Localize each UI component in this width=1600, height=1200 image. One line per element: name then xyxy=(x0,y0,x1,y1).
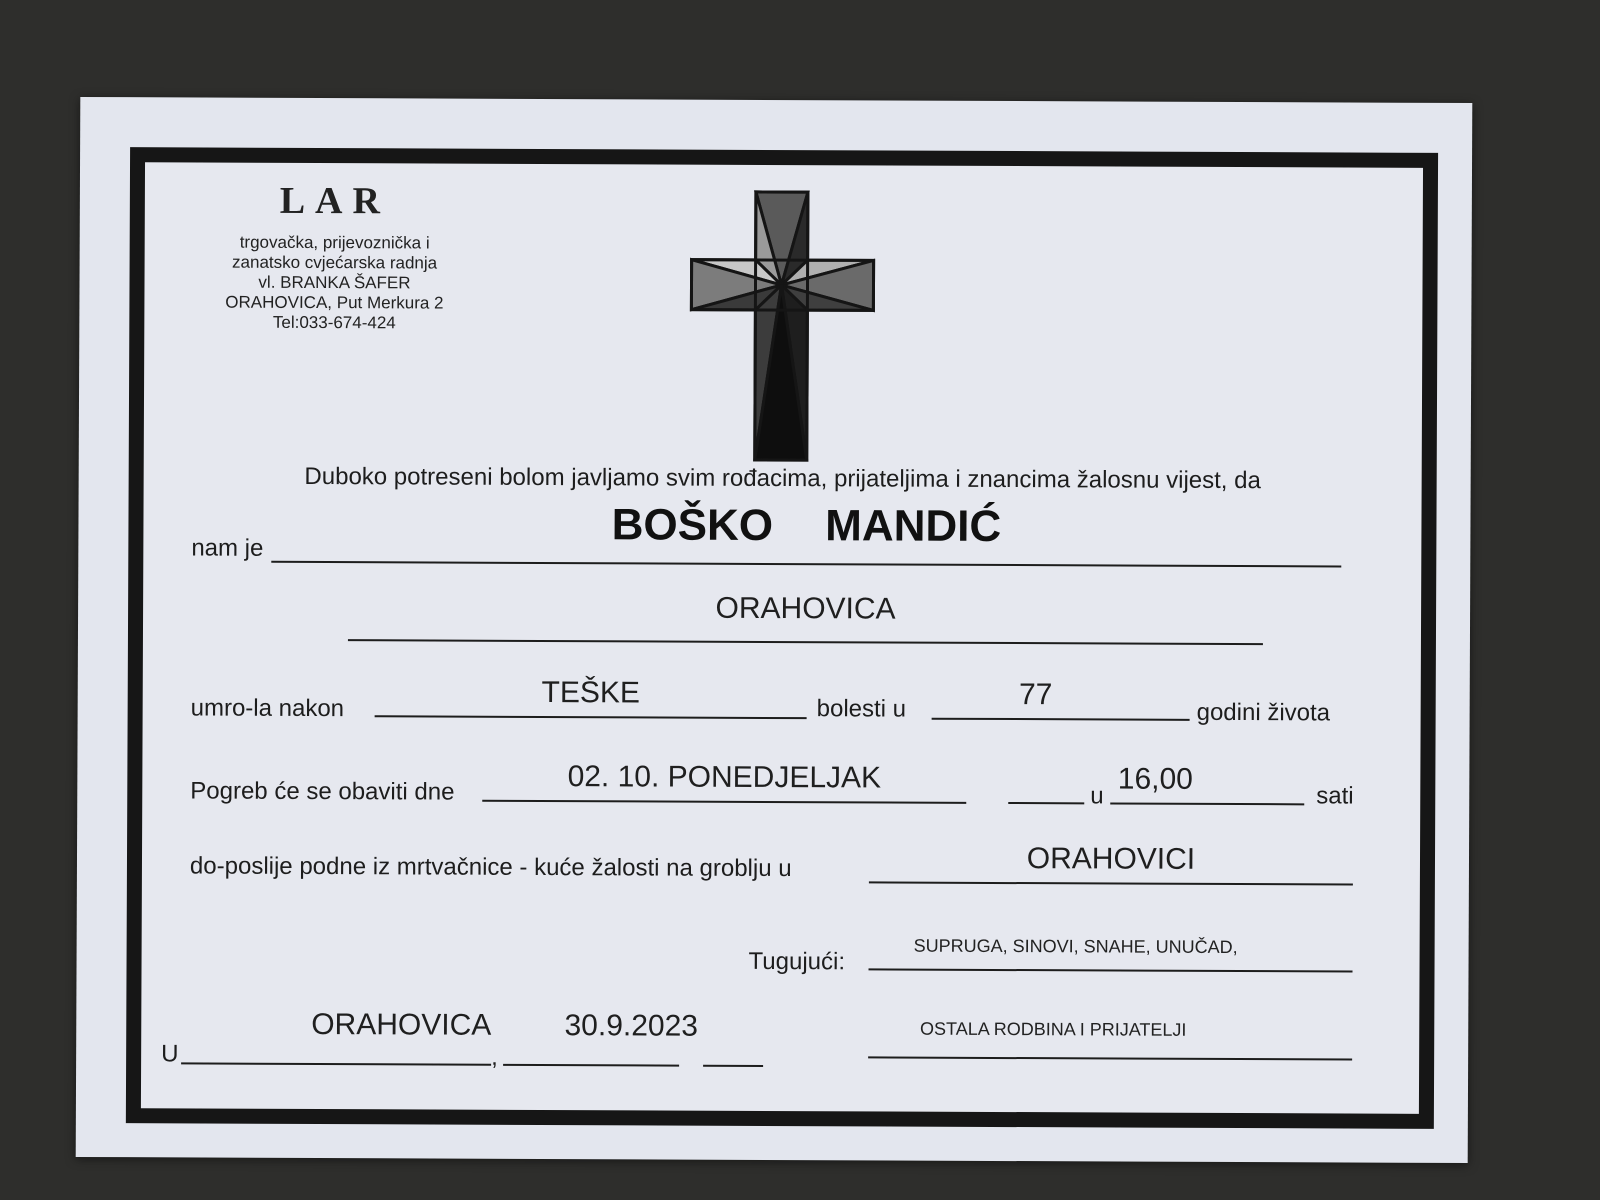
cross-icon xyxy=(689,190,876,463)
footer-place-line xyxy=(181,1062,491,1065)
age-line xyxy=(932,718,1190,721)
cemetery-line xyxy=(869,881,1353,885)
footer-in-label: U xyxy=(161,1040,179,1068)
footer-date-line xyxy=(503,1064,679,1067)
mourners-line-1 xyxy=(869,968,1353,972)
company-line-1: trgovačka, prijevoznička i xyxy=(239,232,430,253)
place-value: ORAHOVICA xyxy=(715,591,896,626)
footer-place-value: ORAHOVICA xyxy=(311,1007,492,1042)
company-phone: Tel:033-674-424 xyxy=(272,312,396,333)
funeral-time-value: 16,00 xyxy=(1117,762,1193,796)
hours-label: sati xyxy=(1316,782,1354,810)
illness-in-label: bolesti u xyxy=(816,695,907,723)
mourners-label: Tugujući: xyxy=(748,947,846,976)
at-label: u xyxy=(1090,782,1104,810)
name-line xyxy=(271,561,1341,568)
illness-value: TEŠKE xyxy=(541,675,640,710)
year-of-life-label: godini života xyxy=(1196,698,1331,727)
cemetery-value: ORAHOVICI xyxy=(1026,842,1196,876)
mourners-line-2 xyxy=(868,1056,1352,1060)
mourners-text-1: SUPRUGA, SINOVI, SNAHE, UNUČAD, xyxy=(913,935,1238,958)
footer-date-value: 30.9.2023 xyxy=(564,1009,699,1043)
funeral-label: Pogreb će se obaviti dne xyxy=(190,777,455,806)
footer-year-line xyxy=(703,1065,763,1067)
footer-comma: , xyxy=(491,1043,498,1071)
age-value: 77 xyxy=(1018,678,1053,712)
died-after-label: umro-la nakon xyxy=(190,694,345,723)
location-label: do-poslije podne iz mrtvačnice - kuće žalosti na groblju u xyxy=(189,852,792,883)
time-line xyxy=(1110,802,1304,805)
time-prefix-line xyxy=(1008,802,1084,804)
illness-line xyxy=(375,715,807,719)
place-line xyxy=(348,639,1263,645)
black-border-frame xyxy=(126,147,1438,1129)
deceased-name: BOŠKO MANDIĆ xyxy=(611,500,1002,551)
intro-text: Duboko potreseni bolom javljamo svim rođacima, prijateljima i znancima žalosnu vijest, da xyxy=(304,462,1261,495)
company-line-3: vl. BRANKA ŠAFER xyxy=(258,272,411,293)
company-logo: LAR xyxy=(279,179,391,223)
company-line-4: ORAHOVICA, Put Merkura 2 xyxy=(225,292,444,313)
name-label: nam je xyxy=(191,534,264,562)
funeral-date-value: 02. 10. PONEDJELJAK xyxy=(567,760,882,795)
funeral-date-line xyxy=(482,800,966,804)
mourners-text-2: OSTALA RODBINA I PRIJATELJI xyxy=(920,1018,1187,1040)
company-line-2: zanatsko cvjećarska radnja xyxy=(232,252,438,273)
obituary-paper xyxy=(76,97,1473,1163)
